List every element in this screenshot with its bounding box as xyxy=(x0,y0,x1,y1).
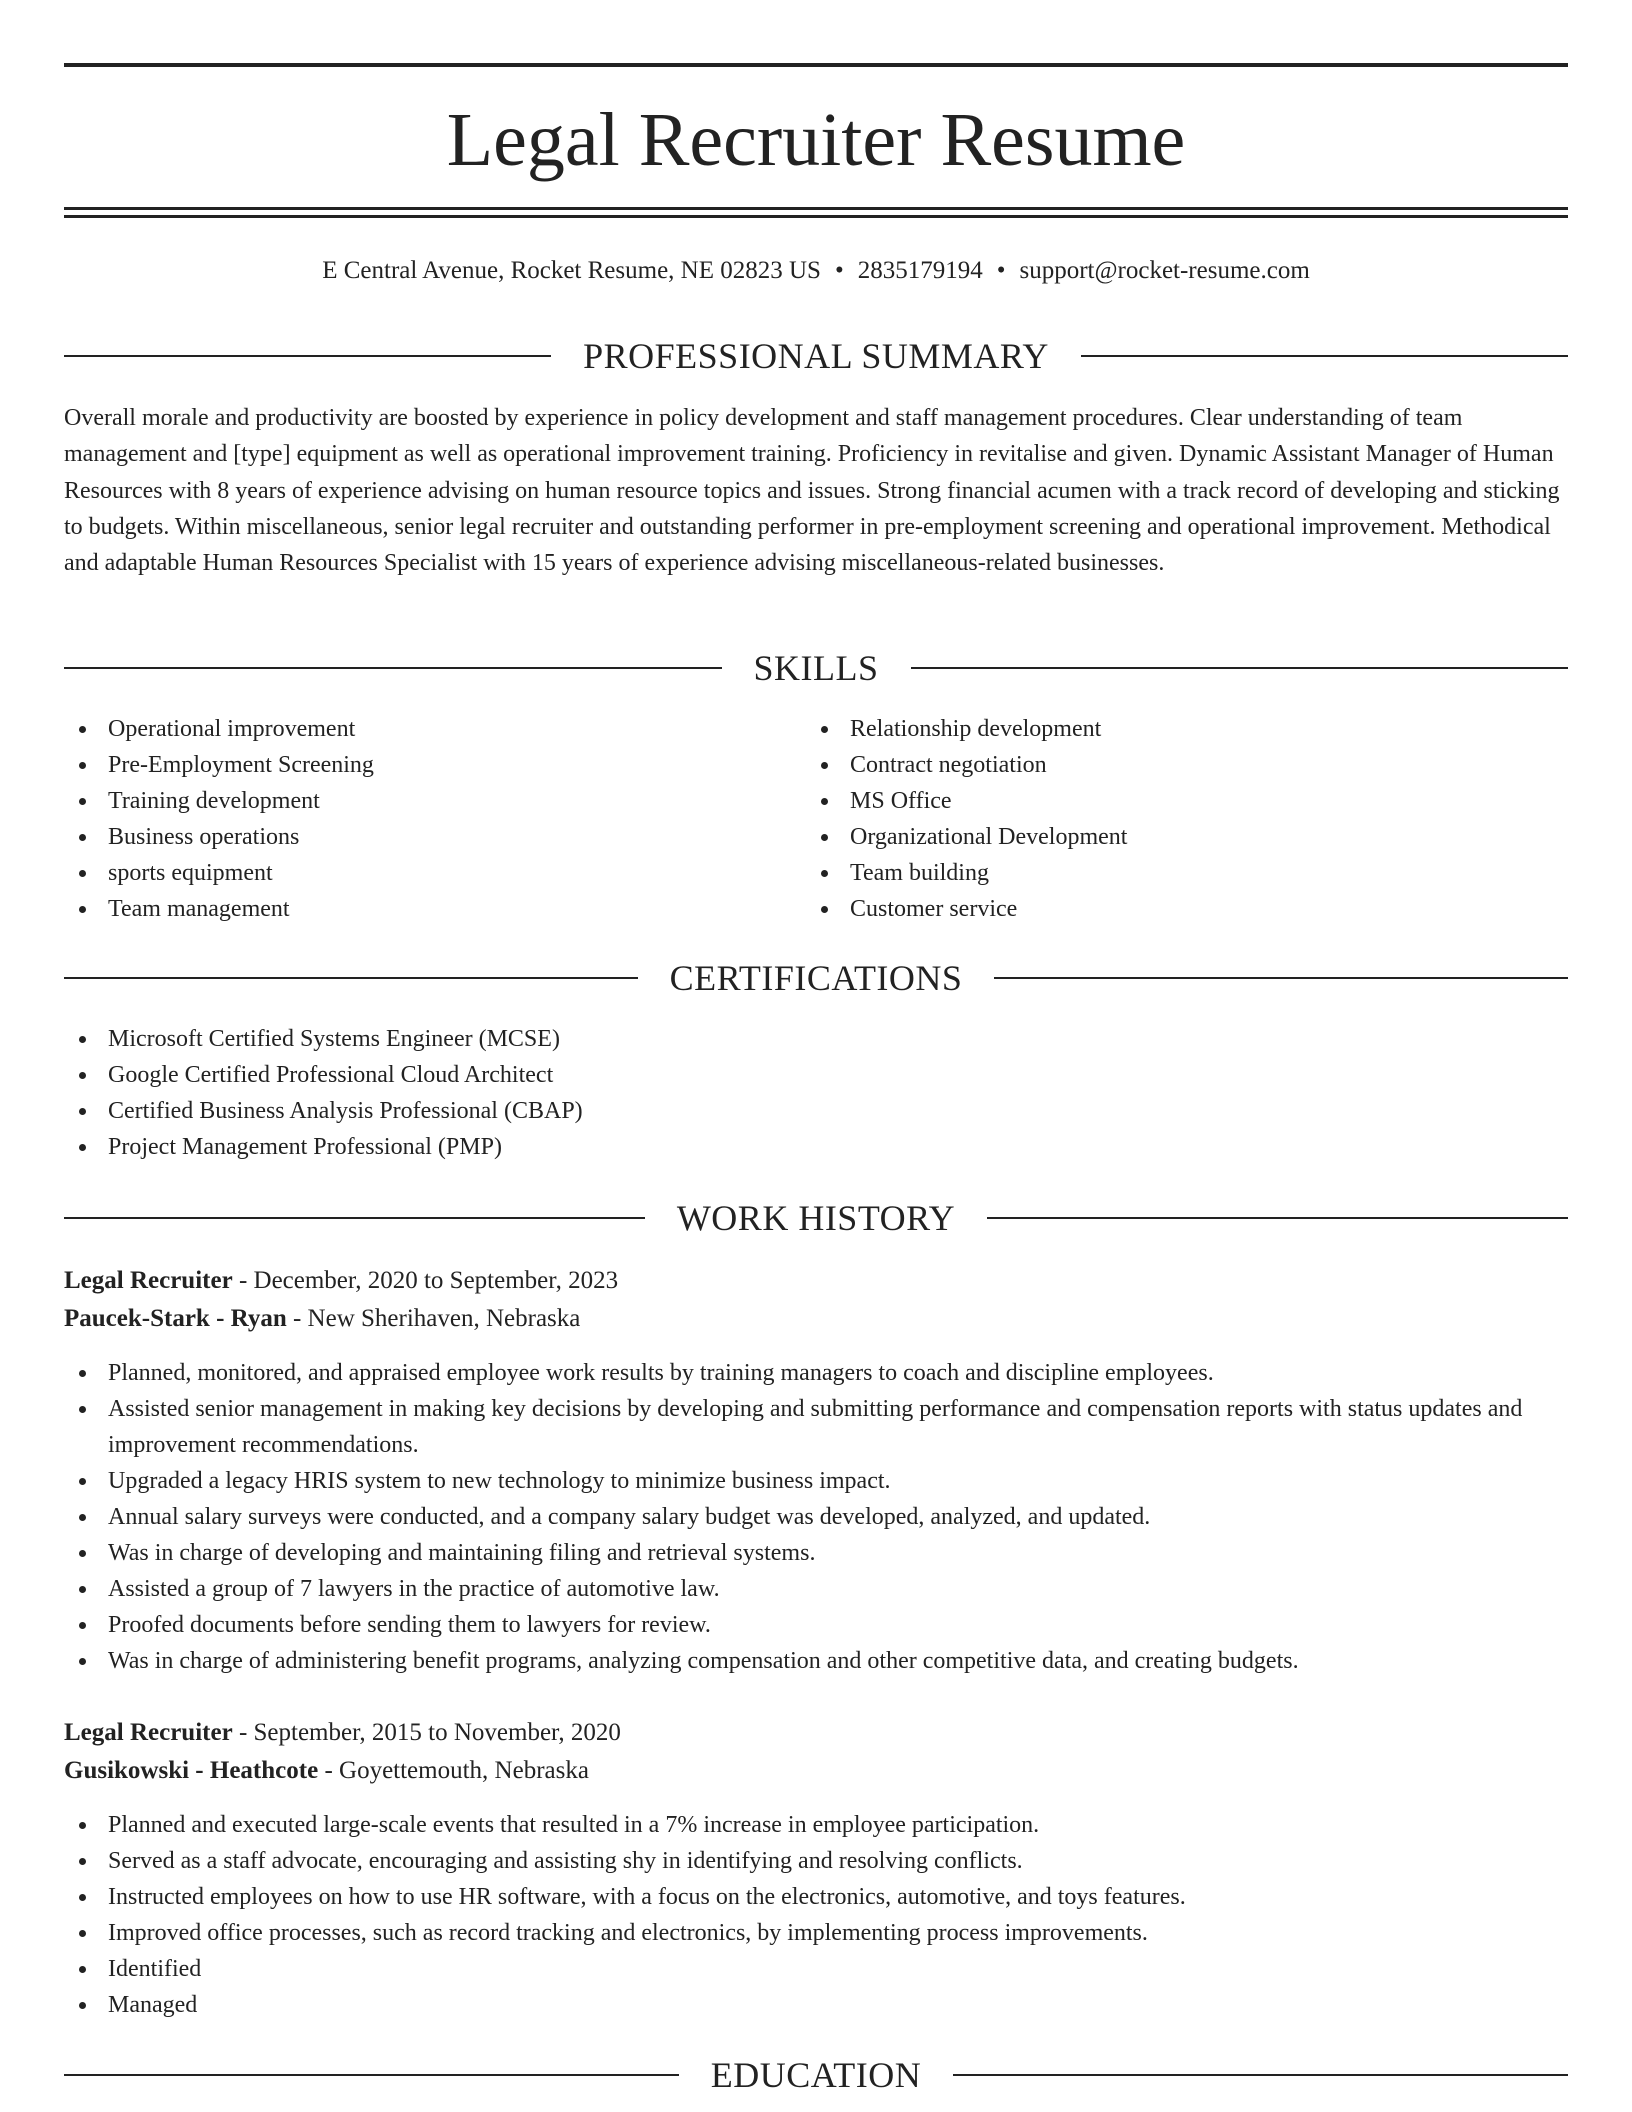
heading-rule xyxy=(64,2074,679,2076)
contact-separator: • xyxy=(834,257,844,284)
section-heading-certifications xyxy=(64,956,1568,1000)
job-bullet: Was in charge of administering benefit programs, analyzing compensation and other competitive data, and creating budgets. xyxy=(64,1643,1568,1679)
section-heading-skills xyxy=(64,646,1568,690)
skill-item: Business operations xyxy=(64,819,764,855)
section-title: WORK HISTORY xyxy=(676,1198,956,1238)
certification-item: Google Certified Professional Cloud Architect xyxy=(64,1057,1568,1093)
skill-item: Team building xyxy=(806,855,1566,891)
section-heading-summary xyxy=(64,334,1568,378)
job-bullet: Assisted senior management in making key decisions by developing and submitting performance and compensation reports with status updates and improvement recommendations. xyxy=(64,1391,1568,1463)
contact-line xyxy=(64,254,1568,288)
heading-rule xyxy=(953,2074,1568,2076)
job-bullet: Improved office processes, such as record tracking and electronics, by implementing process improvements. xyxy=(64,1915,1568,1951)
heading-rule xyxy=(64,1217,645,1219)
heading-rule xyxy=(64,977,638,979)
skill-item: sports equipment xyxy=(64,855,764,891)
contact-address: E Central Avenue, Rocket Resume, NE 02823 US xyxy=(322,257,821,284)
job-title-line xyxy=(64,1263,1568,1299)
skill-item: Training development xyxy=(64,783,764,819)
job-bullet: Instructed employees on how to use HR software, with a focus on the electronics, automotive, and toys features. xyxy=(64,1879,1568,1915)
heading-rule xyxy=(64,667,722,669)
heading-rule xyxy=(64,355,551,357)
title-rule-upper xyxy=(64,207,1568,210)
job-bullet: Managed xyxy=(64,1987,1568,2023)
top-rule xyxy=(64,63,1568,67)
job-company: Paucek-Stark - Ryan xyxy=(64,1305,287,1332)
certification-item: Certified Business Analysis Professional (CBAP) xyxy=(64,1093,1568,1129)
job-bullet: Identified xyxy=(64,1951,1568,1987)
skills-list-left xyxy=(64,711,764,927)
job-company-line xyxy=(64,1753,1568,1789)
job-location: - Goyettemouth, Nebraska xyxy=(318,1757,589,1784)
job-dates: - December, 2020 to September, 2023 xyxy=(232,1267,619,1294)
heading-rule xyxy=(994,977,1568,979)
skills-list-right xyxy=(806,711,1566,927)
job-bullet: Assisted a group of 7 lawyers in the practice of automotive law. xyxy=(64,1571,1568,1607)
certification-item: Project Management Professional (PMP) xyxy=(64,1129,1568,1165)
job-title: Legal Recruiter xyxy=(64,1719,233,1746)
certification-item: Microsoft Certified Systems Engineer (MCSE) xyxy=(64,1021,1568,1057)
job-bullet-list xyxy=(64,1355,1568,1679)
title-rule-lower xyxy=(64,215,1568,218)
job-title-line xyxy=(64,1715,1568,1751)
job-bullet: Proofed documents before sending them to lawyers for review. xyxy=(64,1607,1568,1643)
job-company-line xyxy=(64,1301,1568,1337)
contact-phone: 2835179194 xyxy=(857,257,983,284)
job-bullet: Planned, monitored, and appraised employee work results by training managers to coach and discipline employees. xyxy=(64,1355,1568,1391)
skill-item: Operational improvement xyxy=(64,711,764,747)
job-title: Legal Recruiter xyxy=(64,1267,233,1294)
skill-item: Relationship development xyxy=(806,711,1566,747)
skill-item: Contract negotiation xyxy=(806,747,1566,783)
contact-email[interactable]: support@rocket-resume.com xyxy=(1019,257,1310,284)
job-bullet: Annual salary surveys were conducted, and a company salary budget was developed, analyzed, and updated. xyxy=(64,1499,1568,1535)
job-company: Gusikowski - Heathcote xyxy=(64,1757,319,1784)
skill-item: Customer service xyxy=(806,891,1566,927)
section-title: PROFESSIONAL SUMMARY xyxy=(583,336,1049,376)
job-bullet: Planned and executed large-scale events that resulted in a 7% increase in employee participation. xyxy=(64,1807,1568,1843)
resume-title: Legal Recruiter Resume xyxy=(446,98,1186,182)
contact-separator: • xyxy=(996,257,1006,284)
summary-paragraph: Overall morale and productivity are boosted by experience in policy development and staff management procedures. Clear understanding of team management and [type] equipment as well as operational improvement training. Proficiency in revitalise and given. Dynamic Assistant Manager of Human Resources with 8 years of experience advising on human resource topics and issues. Strong financial acumen with a track record of developing and sticking to budgets. Within miscellaneous, senior legal recruiter and outstanding performer in pre-employment screening and operational improvement. Methodical and adaptable Human Resources Specialist with 15 years of experience advising miscellaneous-related businesses. xyxy=(64,405,1560,577)
job-bullet-list xyxy=(64,1807,1568,2023)
skill-item: MS Office xyxy=(806,783,1566,819)
section-heading-education xyxy=(64,2053,1568,2097)
heading-rule xyxy=(987,1217,1568,1219)
certifications-list xyxy=(64,1021,1568,1165)
heading-rule xyxy=(1081,355,1568,357)
section-heading-work xyxy=(64,1196,1568,1240)
section-title: SKILLS xyxy=(753,648,879,688)
job-bullet: Upgraded a legacy HRIS system to new technology to minimize business impact. xyxy=(64,1463,1568,1499)
section-title: CERTIFICATIONS xyxy=(669,958,963,998)
heading-rule xyxy=(911,667,1569,669)
section-title: EDUCATION xyxy=(710,2055,922,2095)
skill-item: Pre-Employment Screening xyxy=(64,747,764,783)
skill-item: Team management xyxy=(64,891,764,927)
job-dates: - September, 2015 to November, 2020 xyxy=(232,1719,621,1746)
job-bullet: Was in charge of developing and maintaining filing and retrieval systems. xyxy=(64,1535,1568,1571)
skill-item: Organizational Development xyxy=(806,819,1566,855)
job-bullet: Served as a staff advocate, encouraging and assisting shy in identifying and resolving conflicts. xyxy=(64,1843,1568,1879)
job-location: - New Sherihaven, Nebraska xyxy=(286,1305,581,1332)
